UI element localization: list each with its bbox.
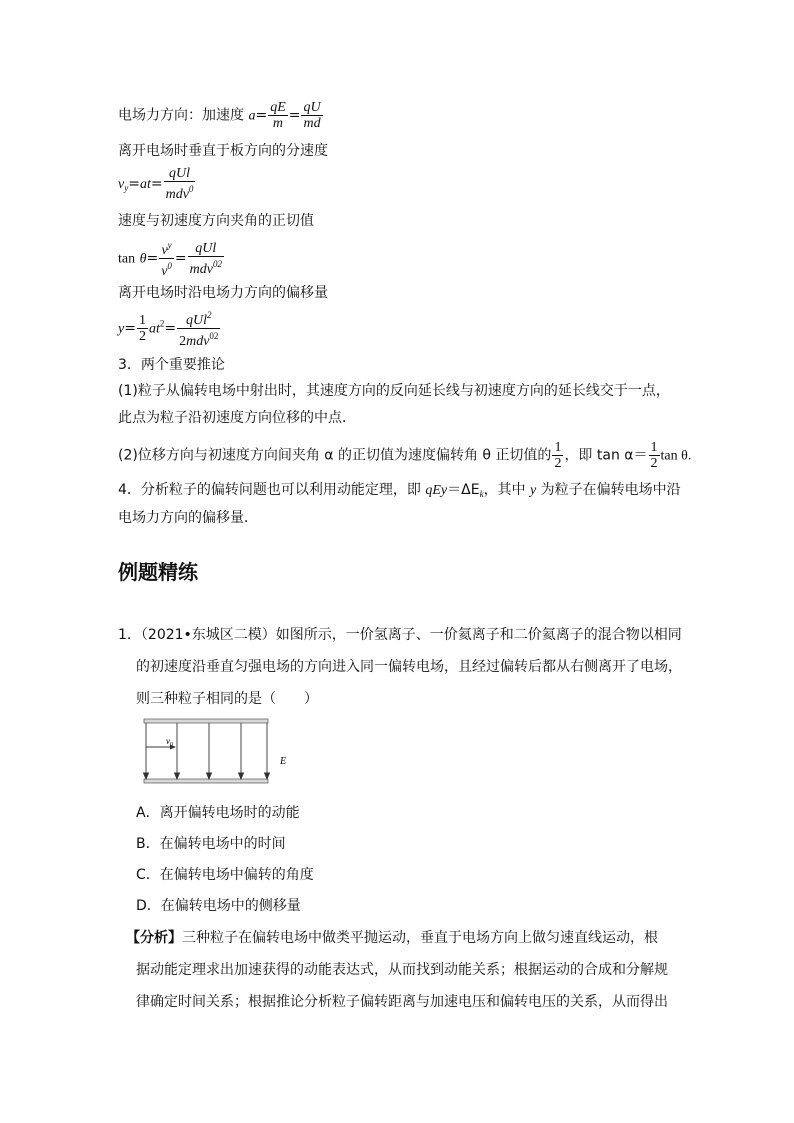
top-plate [144, 719, 268, 723]
offset-formula: y= $\frac{1}{2}$ $at^2=$ $\frac{qUl^2}{2mdv^{02}}$ [118, 310, 219, 349]
section4-line2: 电场力方向的偏移量． [118, 510, 258, 526]
section-heading: 例题精练 [118, 560, 198, 584]
inference1-line1: (1)粒子从偏转电场中射出时，其速度方向的反向延长线与初速度方向的延长线交于一点， [118, 383, 670, 399]
question-line3: 则三种粒子相同的是（ ） [136, 691, 318, 707]
acceleration-line: 电场力方向：加速度 a= $\frac{qE}{m}$ = $\frac{qU}{md}$ [118, 100, 321, 131]
analysis-line2: 据动能定理求出加速获得的动能表达式，从而找到动能关系；根据运动的合成和分解规 [136, 962, 668, 978]
option-c: C．在偏转电场中偏转的角度 [136, 867, 314, 883]
analysis-line3: 律确定时间关系；根据推论分析粒子偏转距离与加速电压和偏转电压的关系，从而得出 [136, 994, 668, 1010]
vy-formula: $v_y=at=$ $\frac{\text{qUl}}{mdv^0}$ [118, 166, 194, 202]
inference1-line2: 此点为粒子沿初速度方向位移的中点． [118, 410, 356, 426]
offset-label: 离开电场时沿电场力方向的偏移量 [118, 285, 328, 301]
inference2: (2)位移方向与初速度方向间夹角 α 的正切值为速度偏转角 θ 正切值的 $\frac{1}{2}$ ，即 tan α＝ $\frac{1}{2}$ tan θ. [118, 440, 692, 471]
deflection-field-figure [140, 716, 300, 790]
option-a: A．离开偏转电场时的动能 [136, 805, 300, 821]
acceleration-label: 电场力方向：加速度 [118, 107, 249, 124]
v0-label: $v_0$ [166, 736, 173, 748]
field-lines [144, 723, 270, 779]
option-b: B．在偏转电场中的时间 [136, 836, 286, 852]
tangent-formula: tan θ= $\frac{v^y}{v^0}$ = $\frac{\text{qUl}}{mdv^{02}}$ [118, 240, 222, 279]
question-line2: 的初速度沿垂直匀强电场的方向进入同一偏转电场，且经过偏转后都从右侧离开了电场， [136, 659, 682, 675]
option-d: D．在偏转电场中的侧移量 [136, 898, 301, 914]
analysis-tag: 【分析】 [126, 930, 182, 946]
tangent-label: 速度与初速度方向夹角的正切值 [118, 213, 314, 229]
section3-title: 3．两个重要推论 [118, 357, 225, 373]
analysis-line1: 【分析】三种粒子在偏转电场中做类平抛运动，垂直于电场方向上做匀速直线运动，根 [126, 930, 658, 946]
question-line1: 1．（2021•东城区二模）如图所示，一价氢离子、一价氦离子和二价氦离子的混合物以相同 [118, 627, 682, 643]
perpendicular-velocity-label: 离开电场时垂直于板方向的分速度 [118, 143, 328, 159]
section4-line1: 4．分析粒子的偏转问题也可以利用动能定理，即 $qEy=\Delta E_k$，其中 y 为粒子在偏转电场中沿 [118, 482, 681, 499]
field-e-label: E [280, 756, 287, 767]
bottom-plate [144, 779, 268, 783]
